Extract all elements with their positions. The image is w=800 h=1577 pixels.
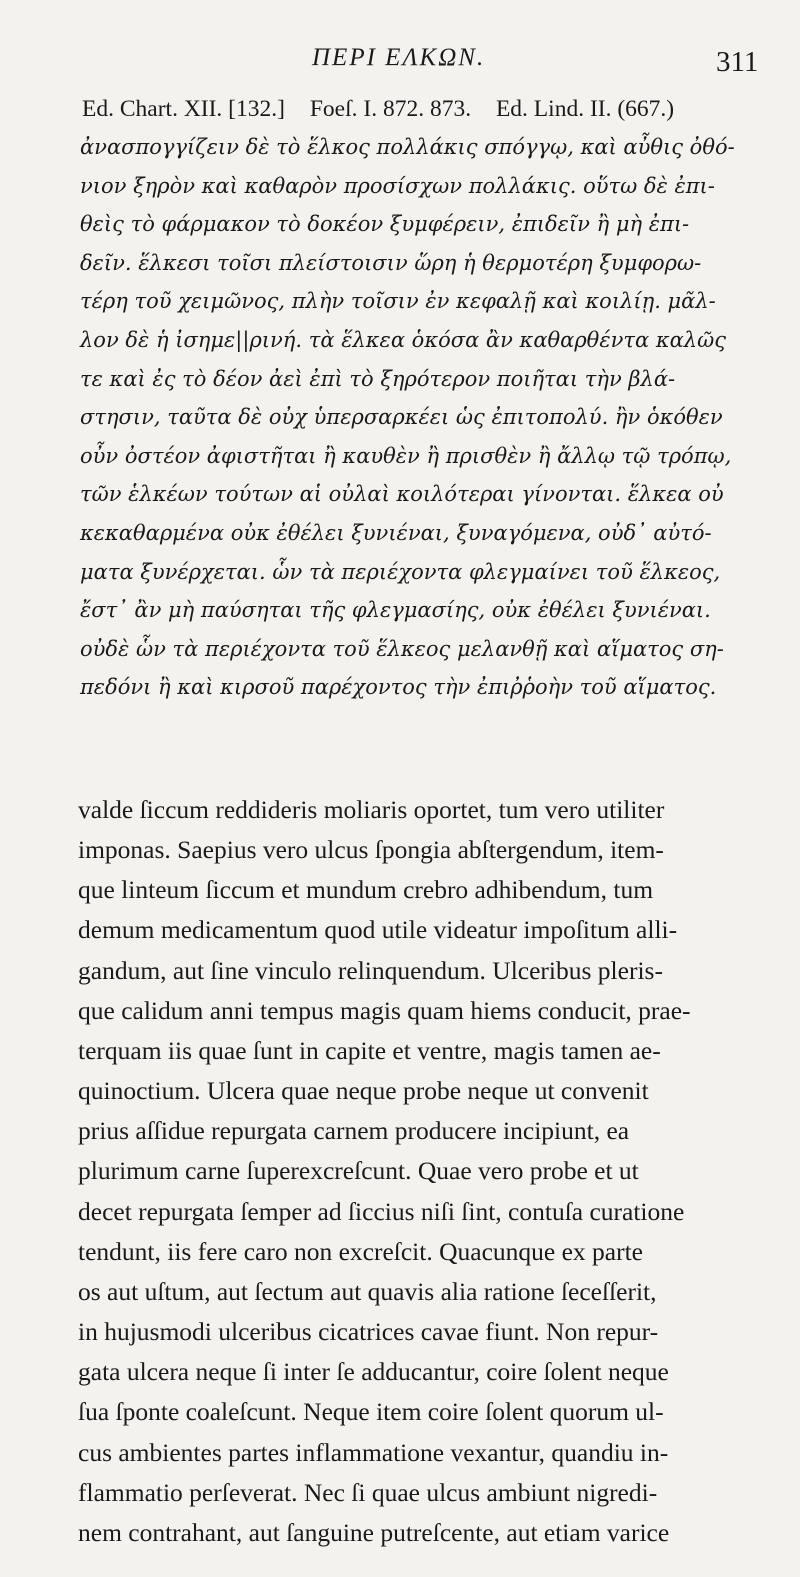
greek-line: τῶν ἑλκέων τούτων αἱ οὐλαὶ κοιλότεραι γίνονται. ἕλκεα οὐ [80, 482, 724, 507]
latin-line: valde ſiccum reddideris moliaris oportet, tum vero utiliter [78, 795, 665, 824]
greek-line: οὖν ὀστέον ἀφιστῆται ἢ καυθὲν ἢ πρισθὲν ἢ ἄλλῳ τῷ τρόπῳ, [80, 443, 732, 468]
greek-line: λον δὲ ἡ ἰσημε||ρινή. τὰ ἕλκεα ὁκόσα ἂν καθαρθέντα καλῶς [80, 327, 726, 352]
greek-line: ἔστ᾽ ἂν μὴ παύσηται τῆς φλεγμασίης, οὐκ ἐθέλει ξυνιέναι. [80, 598, 711, 623]
edition-lind: Ed. Lind. II. (667.) [495, 96, 675, 122]
latin-line: plurimum carne ſuperexcreſcunt. Quae vero probe et ut [78, 1156, 639, 1186]
latin-text-block [78, 790, 786, 1553]
greek-line: δεῖν. ἕλκεσι τοῖσι πλείστοισιν ὥρη ἡ θερμοτέρη ξυμφορω- [80, 250, 702, 275]
greek-line: κεκαθαρμένα οὐκ ἐθέλει ξυνιέναι, ξυναγόμενα, οὐδ᾽ αὐτό- [80, 520, 712, 545]
latin-line: gata ulcera neque ſi inter ſe adducantur, coire ſolent neque [78, 1357, 669, 1387]
greek-line: στησιν, ταῦτα δὲ οὐχ ὑπερσαρκέει ὡς ἐπιτοπολύ. ἢν ὁκόθεν [80, 405, 723, 430]
latin-line: terquam iis quae ſunt in capite et ventre, magis tamen ae- [78, 1035, 661, 1065]
greek-line: νιον ξηρὸν καὶ καθαρὸν προσίσχων πολλάκις. οὕτω δὲ ἐπι- [80, 173, 715, 198]
page-number: 311 [716, 46, 759, 78]
latin-line: ſua ſponte coaleſcunt. Neque item coire ſolent quorum ul- [78, 1397, 664, 1427]
latin-line: prius aſſidue repurgata carnem producere incipiunt, ea [78, 1116, 630, 1146]
page-header [0, 44, 800, 80]
latin-line: in hujusmodi ulceribus cicatrices cavae fiunt. Non repur- [78, 1317, 659, 1347]
greek-text-block [80, 128, 780, 707]
latin-line: os aut uſtum, aut ſectum aut quavis alia ratione ſeceſſerit, [78, 1276, 657, 1306]
latin-line: nem contrahant, aut ſanguine putreſcente, aut etiam varice [78, 1517, 670, 1547]
latin-line: imponas. Saepius vero ulcus ſpongia abſtergendum, item- [78, 835, 664, 865]
greek-line: τε καὶ ἐς τὸ δέον ἀεὶ ἐπὶ τὸ ξηρότερον ποιῆται τὴν βλά- [80, 366, 676, 391]
latin-line: que linteum ſiccum et mundum crebro adhibendum, tum [78, 875, 654, 905]
latin-line: gandum, aut ſine vinculo relinquendum. Ulceribus pleris- [78, 955, 663, 985]
latin-line: que calidum anni tempus magis quam hiems conducit, prae- [78, 995, 691, 1025]
greek-line: τέρη τοῦ χειμῶνος, πλὴν τοῖσιν ἐν κεφαλῇ καὶ κοιλίῃ. μᾶλ- [80, 289, 716, 314]
edition-chart: Ed. Chart. XII. [132.] [82, 96, 285, 122]
latin-line: demum medicamentum quod utile videatur impoſitum alli- [78, 915, 678, 945]
edition-foes: Foeſ. I. 872. 873. [309, 96, 472, 122]
greek-line: ματα ξυνέρχεται. ὧν τὰ περιέχοντα φλεγμαίνει τοῦ ἕλκεος, [80, 559, 721, 584]
greek-line: πεδόνι ἢ καὶ κιρσοῦ παρέχοντος τὴν ἐπιῤῥοὴν τοῦ αἵματος. [80, 675, 717, 700]
latin-line: tendunt, iis fere caro non excreſcit. Quacunque ex parte [78, 1236, 643, 1266]
latin-line: quinoctium. Ulcera quae neque probe neque ut convenit [78, 1076, 649, 1106]
latin-line: flammatio perſeverat. Nec ſi quae ulcus ambiunt nigredi- [78, 1477, 658, 1507]
latin-line: decet repurgata ſemper ad ſiccius niſi ſint, contuſa curatione [78, 1196, 685, 1226]
latin-line: cus ambientes partes inflammatione vexantur, quandiu in- [78, 1437, 669, 1467]
running-title: ΠΕΡΙ ΕΛΚΩΝ. [312, 44, 486, 71]
edition-references [82, 96, 693, 123]
greek-line: οὐδὲ ὧν τὰ περιέχοντα τοῦ ἕλκεος μελανθῇ καὶ αἵματος ση- [80, 636, 724, 661]
greek-line: ἀνασπογγίζειν δὲ τὸ ἕλκος πολλάκις σπόγγῳ, καὶ αὖθις ὀθό- [80, 135, 735, 159]
greek-line: θεὶς τὸ φάρμακον τὸ δοκέον ξυμφέρειν, ἐπιδεῖν ἢ μὴ ἐπι- [80, 212, 690, 237]
